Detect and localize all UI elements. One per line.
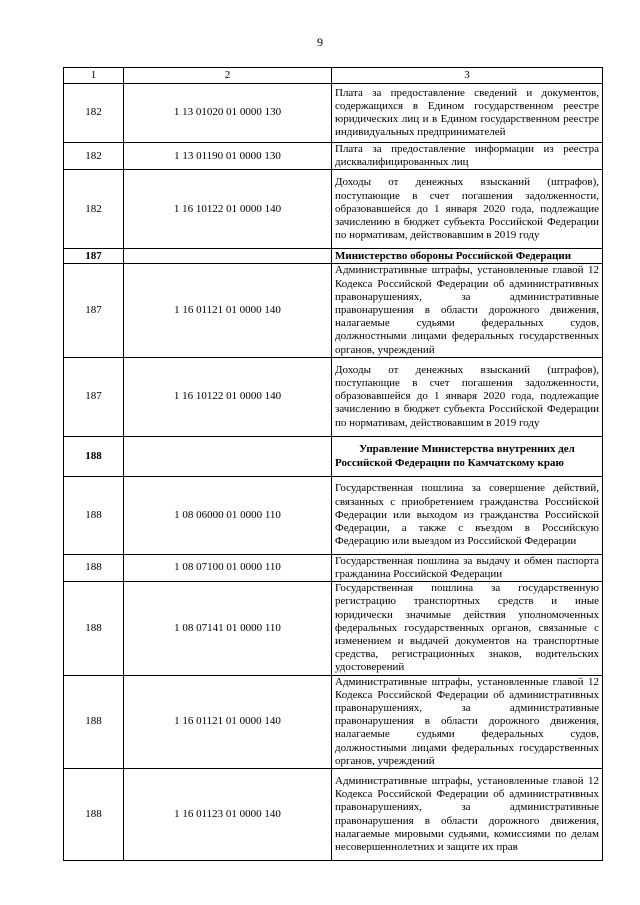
table-row bbox=[64, 170, 603, 249]
budget-code-cell: 1 13 01190 01 0000 130 bbox=[124, 143, 332, 170]
table-row bbox=[64, 769, 603, 861]
description-cell: Государственная пошлина за совершение действий, связанных с приобретением гражданства Российской Федерации или выходом из гражданства Российской Федерации, а также с въездом в Российскую Федерацию или выездом из Российской Федерации bbox=[332, 476, 603, 554]
admin-code-cell: 182 bbox=[64, 84, 124, 143]
section-row bbox=[64, 436, 603, 476]
description-cell: Административные штрафы, установленные главой 12 Кодекса Российской Федерации об административных правонарушениях, за административные правонарушения в области дорожного движения, налагаемые судьями федеральных судов, должностными лицами федеральных государственных органов, учреждений bbox=[332, 675, 603, 768]
budget-code-cell: 1 16 01121 01 0000 140 bbox=[124, 675, 332, 768]
budget-code-cell: 1 16 10122 01 0000 140 bbox=[124, 170, 332, 249]
admin-code-cell: 188 bbox=[64, 675, 124, 768]
table-row bbox=[64, 357, 603, 436]
budget-code-cell: 1 13 01020 01 0000 130 bbox=[124, 84, 332, 143]
description-cell: Доходы от денежных взысканий (штрафов), поступающие в счет погашения задолженности, образовавшейся до 1 января 2020 года, подлежащие зачислению в бюджет субъекта Российской Федерации по нормативам, действовавшим в 2019 году bbox=[332, 357, 603, 436]
section-row bbox=[64, 249, 603, 264]
table-row bbox=[64, 554, 603, 581]
table-row bbox=[64, 264, 603, 357]
budget-code-cell: 1 08 07100 01 0000 110 bbox=[124, 554, 332, 581]
description-cell: Плата за предоставление сведений и документов, содержащихся в Едином государственном реестре юридических лиц и в Едином государственном реестре индивидуальных предпринимателей bbox=[332, 84, 603, 143]
column-header-3: 3 bbox=[332, 68, 603, 84]
budget-code-cell: 1 16 01123 01 0000 140 bbox=[124, 769, 332, 861]
column-header-2: 2 bbox=[124, 68, 332, 84]
admin-code-cell: 187 bbox=[64, 249, 124, 264]
admin-code-cell: 188 bbox=[64, 476, 124, 554]
admin-code-cell: 188 bbox=[64, 582, 124, 675]
budget-code-cell bbox=[124, 249, 332, 264]
table-header-row bbox=[64, 68, 603, 84]
budget-code-cell: 1 08 06000 01 0000 110 bbox=[124, 476, 332, 554]
table-row bbox=[64, 143, 603, 170]
column-header-1: 1 bbox=[64, 68, 124, 84]
description-cell: Административные штрафы, установленные главой 12 Кодекса Российской Федерации об административных правонарушениях, за административные правонарушения в области дорожного движения, налагаемые судьями федеральных судов, должностными лицами федеральных государственных органов, учреждений bbox=[332, 264, 603, 357]
budget-code-cell bbox=[124, 436, 332, 476]
budget-code-cell: 1 16 10122 01 0000 140 bbox=[124, 357, 332, 436]
description-cell: Государственная пошлина за государственную регистрацию транспортных средств и иные юридически значимые действия уполномоченных федеральных государственных органов, связанные с изменением и выдачей документов на транспортные средства, регистрационных знаков, водительских удостоверений bbox=[332, 582, 603, 675]
table-row bbox=[64, 675, 603, 768]
admin-code-cell: 188 bbox=[64, 436, 124, 476]
revenue-codes-table bbox=[63, 67, 603, 861]
description-cell: Административные штрафы, установленные главой 12 Кодекса Российской Федерации об административных правонарушениях, за административные правонарушения в области дорожного движения, налагаемые мировыми судьями, комиссиями по делам несовершеннолетних и защите их прав bbox=[332, 769, 603, 861]
admin-code-cell: 188 bbox=[64, 554, 124, 581]
page-number: 9 bbox=[317, 35, 323, 49]
admin-code-cell: 182 bbox=[64, 170, 124, 249]
admin-code-cell: 187 bbox=[64, 264, 124, 357]
table-row bbox=[64, 476, 603, 554]
budget-code-cell: 1 16 01121 01 0000 140 bbox=[124, 264, 332, 357]
table-row bbox=[64, 84, 603, 143]
table-row bbox=[64, 582, 603, 675]
admin-code-cell: 188 bbox=[64, 769, 124, 861]
budget-code-cell: 1 08 07141 01 0000 110 bbox=[124, 582, 332, 675]
section-title-cell: Министерство обороны Российской Федерации bbox=[332, 249, 603, 264]
description-cell: Государственная пошлина за выдачу и обмен паспорта гражданина Российской Федерации bbox=[332, 554, 603, 581]
section-title-cell: Управление Министерства внутренних дел Российской Федерации по Камчатскому краю bbox=[332, 436, 603, 476]
admin-code-cell: 182 bbox=[64, 143, 124, 170]
description-cell: Плата за предоставление информации из реестра дисквалифицированных лиц bbox=[332, 143, 603, 170]
admin-code-cell: 187 bbox=[64, 357, 124, 436]
description-cell: Доходы от денежных взысканий (штрафов), поступающие в счет погашения задолженности, образовавшейся до 1 января 2020 года, подлежащие зачислению в бюджет субъекта Российской Федерации по нормативам, действовавшим в 2019 году bbox=[332, 170, 603, 249]
